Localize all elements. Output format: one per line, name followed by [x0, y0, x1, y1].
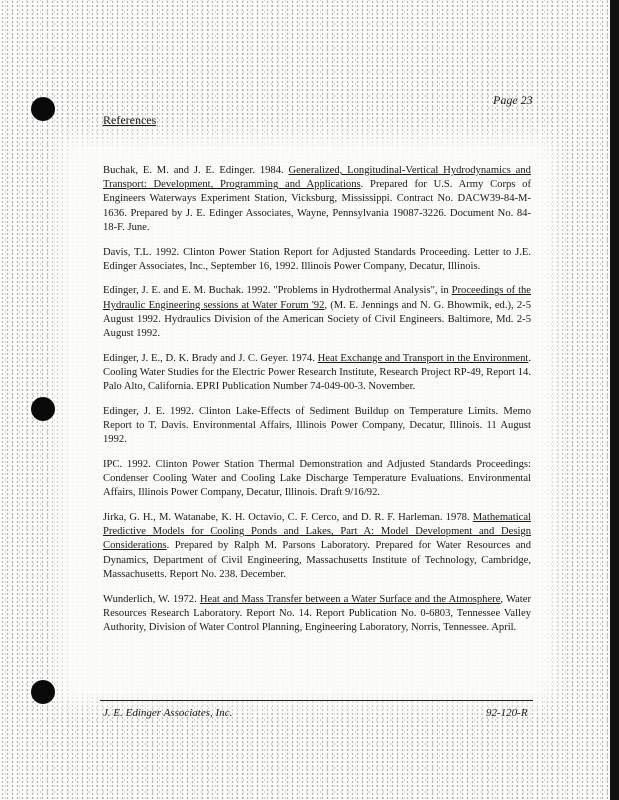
- reference-entry: [103, 405, 531, 448]
- references-list: [103, 164, 531, 646]
- punch-hole-top: [31, 97, 55, 121]
- reference-entry: [103, 352, 531, 395]
- reference-details: . Cooling Water Studies for the Electric Power Research Institute, Research Project RP-49, Report 14. Palo Alto, California. EPRI Publication Number 74-049-00-3. November.: [103, 352, 531, 393]
- punch-hole-middle: [31, 397, 55, 421]
- reference-entry: [103, 458, 531, 501]
- reference-entry: [103, 593, 531, 636]
- reference-entry: [103, 246, 531, 274]
- footer-divider: [100, 700, 533, 701]
- reference-title: Heat and Mass Transfer between a Water Surface and the Atmosphere: [199, 593, 501, 605]
- reference-text: Wunderlich, W. 1972.: [103, 593, 200, 605]
- reference-title: Heat Exchange and Transport in the Environment: [317, 352, 529, 364]
- punch-hole-bottom: [31, 680, 55, 704]
- footer-document-id: 92-120-R: [486, 707, 528, 719]
- reference-text: Edinger, J. E., D. K. Brady and J. C. Geyer. 1974.: [103, 352, 318, 364]
- reference-details: . Prepared by Ralph M. Parsons Laboratory. Prepared for Water Resources and Dynamics, Department of Civil Engineering, Massachusetts Institute of Technology, Cambridge, Massachusetts. Report No. 238. December.: [103, 540, 531, 580]
- reference-details: . Prepared for U.S. Army Corps of Engineers Waterways Experiment Station, Vicksburg, Mississippi. Contract No. DACW39-84-M-1636. Prepared by J. E. Edinger Associates, Wayne, Pennsylvania 19087-3226. Document No. 84-18-F. June.: [103, 179, 531, 233]
- reference-title: Mathematical Predictive Models for Cooling Ponds and Lakes, Part A: Model Development and Design Considerations: [103, 512, 531, 552]
- reference-text: IPC. 1992. Clinton Power Station Thermal Demonstration and Adjusted Standards Proceedings: Condenser Cooling Water and Cooling Lake Discharge Temperature Evaluations. Environmental Affairs, Illinois Power Company, Decatur, Illinois. Draft 9/16/92.: [103, 458, 531, 499]
- references-heading: References: [103, 113, 157, 127]
- reference-text: Buchak, E. M. and J. E. Edinger. 1984.: [103, 165, 289, 176]
- reference-entry: [103, 511, 531, 582]
- reference-details: , (M. E. Jennings and N. G. Bhowmik, ed.), 2-5 August 1992. Hydraulics Division of the American Society of Civil Engineers. Baltimore, Md. 2-5 August 1992.: [103, 299, 531, 340]
- footer-company: J. E. Edinger Associates, Inc.: [103, 707, 233, 719]
- reference-details: , Water Resources Research Laboratory. Report No. 14. Report Publication No. 0-6803, Tennessee Valley Authority, Division of Water Control Planning, Engineering Laboratory, Norris, Tennessee. April.: [103, 593, 531, 633]
- page-number: Page 23: [493, 93, 533, 107]
- reference-title: Generalized, Longitudinal-Vertical Hydrodynamics and Transport: Development, Programming and Applications: [103, 165, 531, 191]
- reference-entry: [103, 164, 531, 235]
- reference-entry: [103, 284, 531, 341]
- reference-text: Edinger, J. E. 1992. Clinton Lake-Effects of Sediment Buildup on Temperature Limits. Memo Report to T. Davis. Environmental Affairs, Illinois Power Company, Decatur, Illinois. 11 August 1992.: [103, 405, 531, 446]
- reference-title: Proceedings of the Hydraulic Engineering sessions at Water Forum '92: [103, 285, 532, 311]
- reference-text: Davis, T.L. 1992. Clinton Power Station Report for Adjusted Standards Proceeding. Letter to J.E. Edinger Associates, Inc., September 16, 1992. Illinois Power Company, Decatur, Illinois.: [103, 246, 531, 272]
- reference-text: Edinger, J. E. and E. M. Buchak. 1992. "Problems in Hydrothermal Analysis", in: [103, 285, 452, 297]
- scan-edge: [610, 0, 619, 800]
- reference-text: Jirka, G. H., M. Watanabe, K. H. Octavio, C. F. Cerco, and D. R. F. Harleman. 1978.: [103, 512, 473, 524]
